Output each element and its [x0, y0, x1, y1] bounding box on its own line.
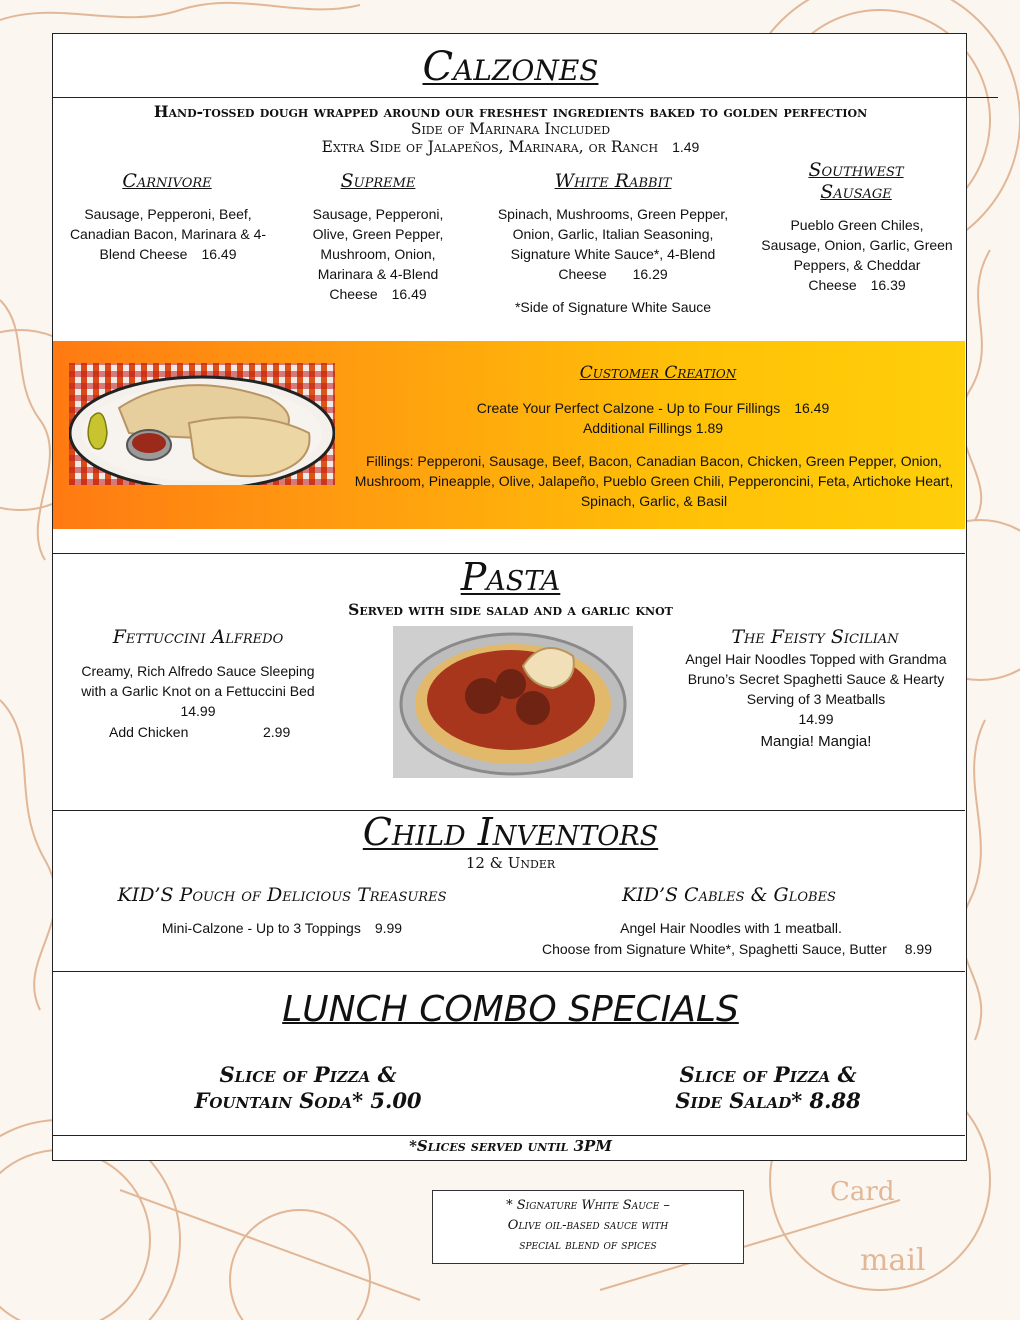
- add-chicken-price: 2.99: [263, 724, 291, 740]
- fettuccini-alfredo-price: 14.99: [180, 703, 216, 719]
- carnivore-name: Carnivore: [122, 170, 212, 192]
- white-rabbit-price: 16.29: [632, 266, 668, 282]
- supreme-name: Supreme: [340, 170, 416, 192]
- calzones-title: Calzones: [422, 44, 599, 90]
- kids-cables-desc-line2: [511, 939, 963, 959]
- menu-frame: [52, 33, 967, 1161]
- calzone-illustration: [69, 363, 335, 485]
- customer-creation-fillings: Fillings: Pepperoni, Sausage, Beef, Bacon, Canadian Bacon, Chicken, Green Pepper, Onion, Mushroom, Pineapple, Olive, Jalapeño, Pueblo Green Chili, Pepperoncini, Feta, Artichoke Heart, Spinach, Garlic, & Basil: [354, 453, 954, 509]
- white-sauce-note-line2: Olive oil-based sauce with: [507, 1218, 669, 1233]
- feisty-sicilian-desc: Angel Hair Noodles Topped with Grandma Bruno’s Secret Spaghetti Sauce & Hearty Serving of 3 Meatballs: [685, 651, 947, 707]
- kids-pouch-name: KID’S Pouch of Delicious Treasures: [117, 884, 447, 906]
- white-sauce-note: [432, 1190, 744, 1264]
- supreme-price: 16.49: [391, 286, 427, 302]
- white-rabbit-desc: [485, 204, 741, 284]
- svg-text:Card: Card: [830, 1177, 895, 1207]
- white-sauce-note-line3: special blend of spices: [519, 1238, 657, 1253]
- fettuccini-alfredo-desc: Creamy, Rich Alfredo Sauce Sleeping with a Garlic Knot on a Fettuccini Bed: [81, 663, 315, 699]
- lunch-combo-1: [163, 1062, 453, 1114]
- customer-creation-line1-text: Create Your Perfect Calzone - Up to Four Fillings: [476, 400, 781, 416]
- kids-cables-price: 8.99: [904, 941, 932, 957]
- lunch-combo-1-line2: Fountain Soda* 5.00: [194, 1088, 422, 1113]
- customer-creation-name: Customer Creation: [579, 363, 737, 383]
- southwest-sausage-name-line1: Southwest: [808, 159, 904, 181]
- extra-side-line: [53, 138, 968, 156]
- carnivore-desc: [61, 204, 275, 264]
- pasta-title: Pasta: [460, 555, 561, 599]
- white-rabbit-desc-text: Spinach, Mushrooms, Green Pepper, Onion, Garlic, Italian Seasoning, Signature White Sauce*, 4-Blend Cheese: [497, 206, 729, 282]
- calzones-tagline: Hand-tossed dough wrapped around our freshest ingredients baked to golden perfection: [153, 102, 868, 121]
- carnivore-price: 16.49: [201, 246, 237, 262]
- lunch-combo-1-line1: Slice of Pizza &: [219, 1062, 397, 1087]
- kids-pouch-price: 9.99: [374, 920, 403, 936]
- pasta-illustration: [393, 626, 633, 778]
- supreme-desc: [299, 204, 457, 304]
- marinara-note: Side of Marinara Included: [410, 120, 611, 138]
- customer-creation-price: 16.49: [794, 400, 830, 416]
- calzones-header-rule: [53, 97, 998, 98]
- carnivore-desc-text: Sausage, Pepperoni, Beef, Canadian Bacon, Marinara & 4-Blend Cheese: [69, 206, 267, 262]
- white-sauce-note-line1: * Signature White Sauce –: [506, 1198, 670, 1213]
- southwest-sausage-desc-text: Pueblo Green Chiles, Sausage, Onion, Garlic, Green Peppers, & Cheddar Cheese: [761, 217, 953, 293]
- southwest-sausage-name-line2: Sausage: [820, 181, 892, 203]
- kids-pouch-desc: [77, 918, 487, 938]
- customer-creation-line1: [353, 398, 953, 418]
- kids-cables-desc-line1: Angel Hair Noodles with 1 meatball.: [620, 920, 842, 936]
- lunch-title: LUNCH COMBO SPECIALS: [282, 989, 739, 1030]
- extra-side-price: 1.49: [672, 139, 700, 155]
- feisty-sicilian-price: 14.99: [798, 711, 834, 727]
- add-chicken-label: Add Chicken: [109, 724, 189, 740]
- fettuccini-alfredo-name: Fettuccini Alfredo: [112, 626, 284, 648]
- customer-creation-banner: [53, 341, 965, 529]
- section-divider-1: [53, 553, 965, 554]
- add-chicken-line: [109, 722, 319, 742]
- pasta-photo: [393, 626, 633, 778]
- lunch-combo-2-line1: Slice of Pizza &: [679, 1062, 857, 1087]
- kids-subtitle: 12 & Under: [465, 854, 556, 872]
- customer-creation-line2: Additional Fillings 1.89: [582, 420, 724, 436]
- svg-text:mail: mail: [860, 1243, 926, 1278]
- white-rabbit-name: White Rabbit: [554, 170, 672, 192]
- extra-side-text: Extra Side of Jalapeños, Marinara, or Ranch: [321, 138, 659, 156]
- supreme-desc-text: Sausage, Pepperoni, Olive, Green Pepper, Mushroom, Onion, Marinara & 4-Blend Cheese: [312, 206, 444, 302]
- feisty-sicilian-name: The Feisty Sicilian: [731, 626, 899, 648]
- southwest-sausage-name: [761, 159, 951, 203]
- pasta-subtitle: Served with side salad and a garlic knot: [348, 600, 673, 619]
- lunch-footnote: *Slices served until 3PM: [409, 1137, 612, 1155]
- kids-title: Child Inventors: [362, 810, 659, 854]
- calzone-photo: [69, 363, 335, 485]
- kids-pouch-desc-text: Mini-Calzone - Up to 3 Toppings: [161, 920, 361, 936]
- section-divider-3: [53, 971, 965, 972]
- white-rabbit-note: *Side of Signature White Sauce: [514, 299, 712, 315]
- southwest-sausage-price: 16.39: [870, 277, 906, 293]
- lunch-combo-2-line2: Side Salad* 8.88: [675, 1088, 861, 1113]
- southwest-sausage-desc: [761, 215, 953, 295]
- section-divider-4: [53, 1135, 965, 1136]
- kids-cables-desc-line2-text: Choose from Signature White*, Spaghetti Sauce, Butter: [542, 941, 887, 957]
- kids-cables-name: KID’S Cables & Globes: [622, 884, 836, 906]
- feisty-sicilian-tagline: Mangia! Mangia!: [760, 733, 872, 750]
- lunch-combo-2: [633, 1062, 903, 1114]
